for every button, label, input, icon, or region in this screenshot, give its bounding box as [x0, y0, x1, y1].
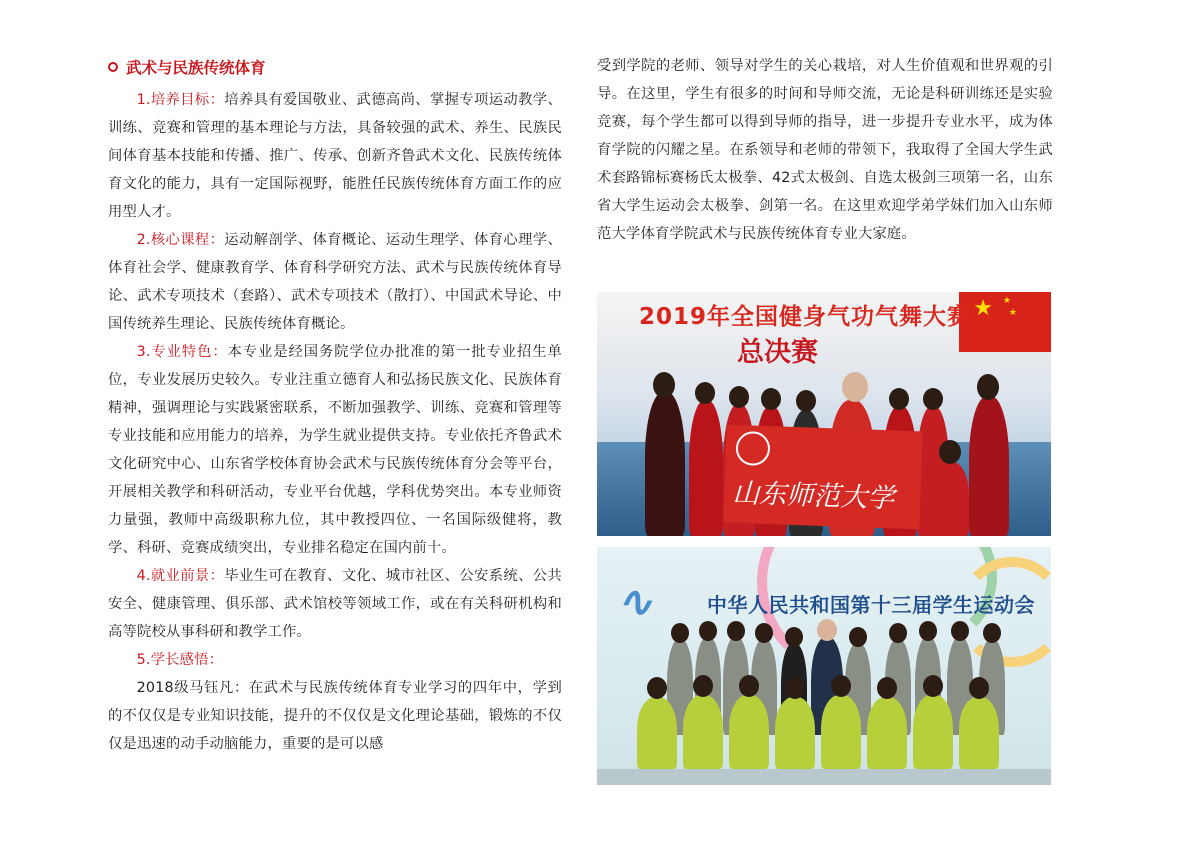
photo-qigong-competition: [597, 292, 1051, 536]
label-senior-reflection: 5.学长感悟：: [136, 652, 224, 668]
photo1-subtitle: 总决赛: [737, 337, 818, 368]
right-column: [597, 52, 1053, 248]
paragraph-training-goal: [108, 86, 562, 226]
flag-star-icon: ★: [1002, 296, 1011, 306]
text-core-courses: 运动解剖学、体育概论、运动生理学、体育心理学、体育社会学、健康教育学、体育科学研究方法、武术与民族传统体育导论、武术专项技术（套路）、武术专项技术（散打）、中国武术导论、中国传统养生理论、民族传统体育概论。: [108, 232, 562, 332]
paragraph-senior-reflection: [108, 646, 562, 674]
university-banner: [723, 425, 922, 530]
flag-star-icon: ★: [1008, 308, 1017, 318]
text-employment: 毕业生可在教育、文化、城市社区、公安系统、公共安全、健康管理、俱乐部、武术馆校等领域工作，或在有关科研机构和高等院校从事科研和教学工作。: [108, 568, 562, 640]
left-column: [108, 52, 562, 758]
text-testimonial-continued: 受到学院的老师、领导对学生的关心栽培，对人生价值观和世界观的引导。在这里，学生有很多的时间和导师交流，无论是科研训练还是实验竞赛，每个学生都可以得到导师的指导，进一步提升专业水平，成为体育学院的闪耀之星。在系领导和老师的带领下，我取得了全国大学生武术套路锦标赛杨氏太极拳、42式太极剑、自选太极剑三项第一名，山东省大学生运动会太极拳、剑第一名。在这里欢迎学弟学妹们加入山东师范大学体育学院武术与民族传统体育专业大家庭。: [597, 58, 1053, 242]
text-testimonial-start: 2018级马钰凡：在武术与民族传统体育专业学习的四年中，学到的不仅仅是专业知识技能，提升的不仅仅是文化理论基础，锻炼的不仅仅是迅速的动手动脑能力，重要的是可以感: [108, 680, 562, 752]
section-heading: [108, 52, 562, 82]
paragraph-features: [108, 338, 562, 562]
label-core-courses: 2.核心课程：: [136, 232, 225, 248]
flag-star-icon: ★: [973, 296, 993, 321]
games-logo-icon: ∿: [617, 577, 653, 626]
paragraph-employment: [108, 562, 562, 646]
photo2-banner: 中华人民共和国第十三届学生运动会: [707, 593, 1035, 617]
circle-bullet-icon: [108, 62, 118, 72]
label-employment: 4.就业前景：: [136, 568, 225, 584]
university-banner-text: 山东师范大学: [731, 477, 895, 515]
photo1-banner: 2019年全国健身气功气舞大赛: [639, 304, 972, 330]
paragraph-testimonial-continued: [597, 52, 1053, 248]
text-training-goal: 培养具有爱国敬业、武德高尚、掌握专项运动教学、训练、竞赛和管理的基本理论与方法，具备较强的武术、养生、民族民间体育基本技能和传播、推广、传承、创新齐鲁武术文化、民族传统体育文化的能力，具有一定国际视野，能胜任民族传统体育方面工作的应用型人才。: [108, 92, 562, 220]
text-features: 本专业是经国务院学位办批准的第一批专业招生单位，专业发展历史较久。专业注重立德育人和弘扬民族文化、民族体育精神，强调理论与实践紧密联系，不断加强教学、训练、竞赛和管理等专业技能和应用能力的培养，为学生就业提供支持。专业依托齐鲁武术文化研究中心、山东省学校体育协会武术与民族传统体育分会等平台，开展相关教学和科研活动，专业平台优越，学科优势突出。本专业师资力量强，教师中高级职称九位，其中教授四位、一名国际级健将，教学、科研、竞赛成绩突出，专业排名稳定在国内前十。: [108, 344, 562, 556]
university-emblem-icon: [735, 431, 770, 466]
section-title: 武术与民族传统体育: [126, 59, 266, 77]
paragraph-core-courses: [108, 226, 562, 338]
label-training-goal: 1.培养目标：: [136, 92, 225, 108]
paragraph-testimonial-start: [108, 674, 562, 758]
label-features: 3.专业特色：: [136, 344, 228, 360]
photo-student-games: [597, 547, 1051, 785]
